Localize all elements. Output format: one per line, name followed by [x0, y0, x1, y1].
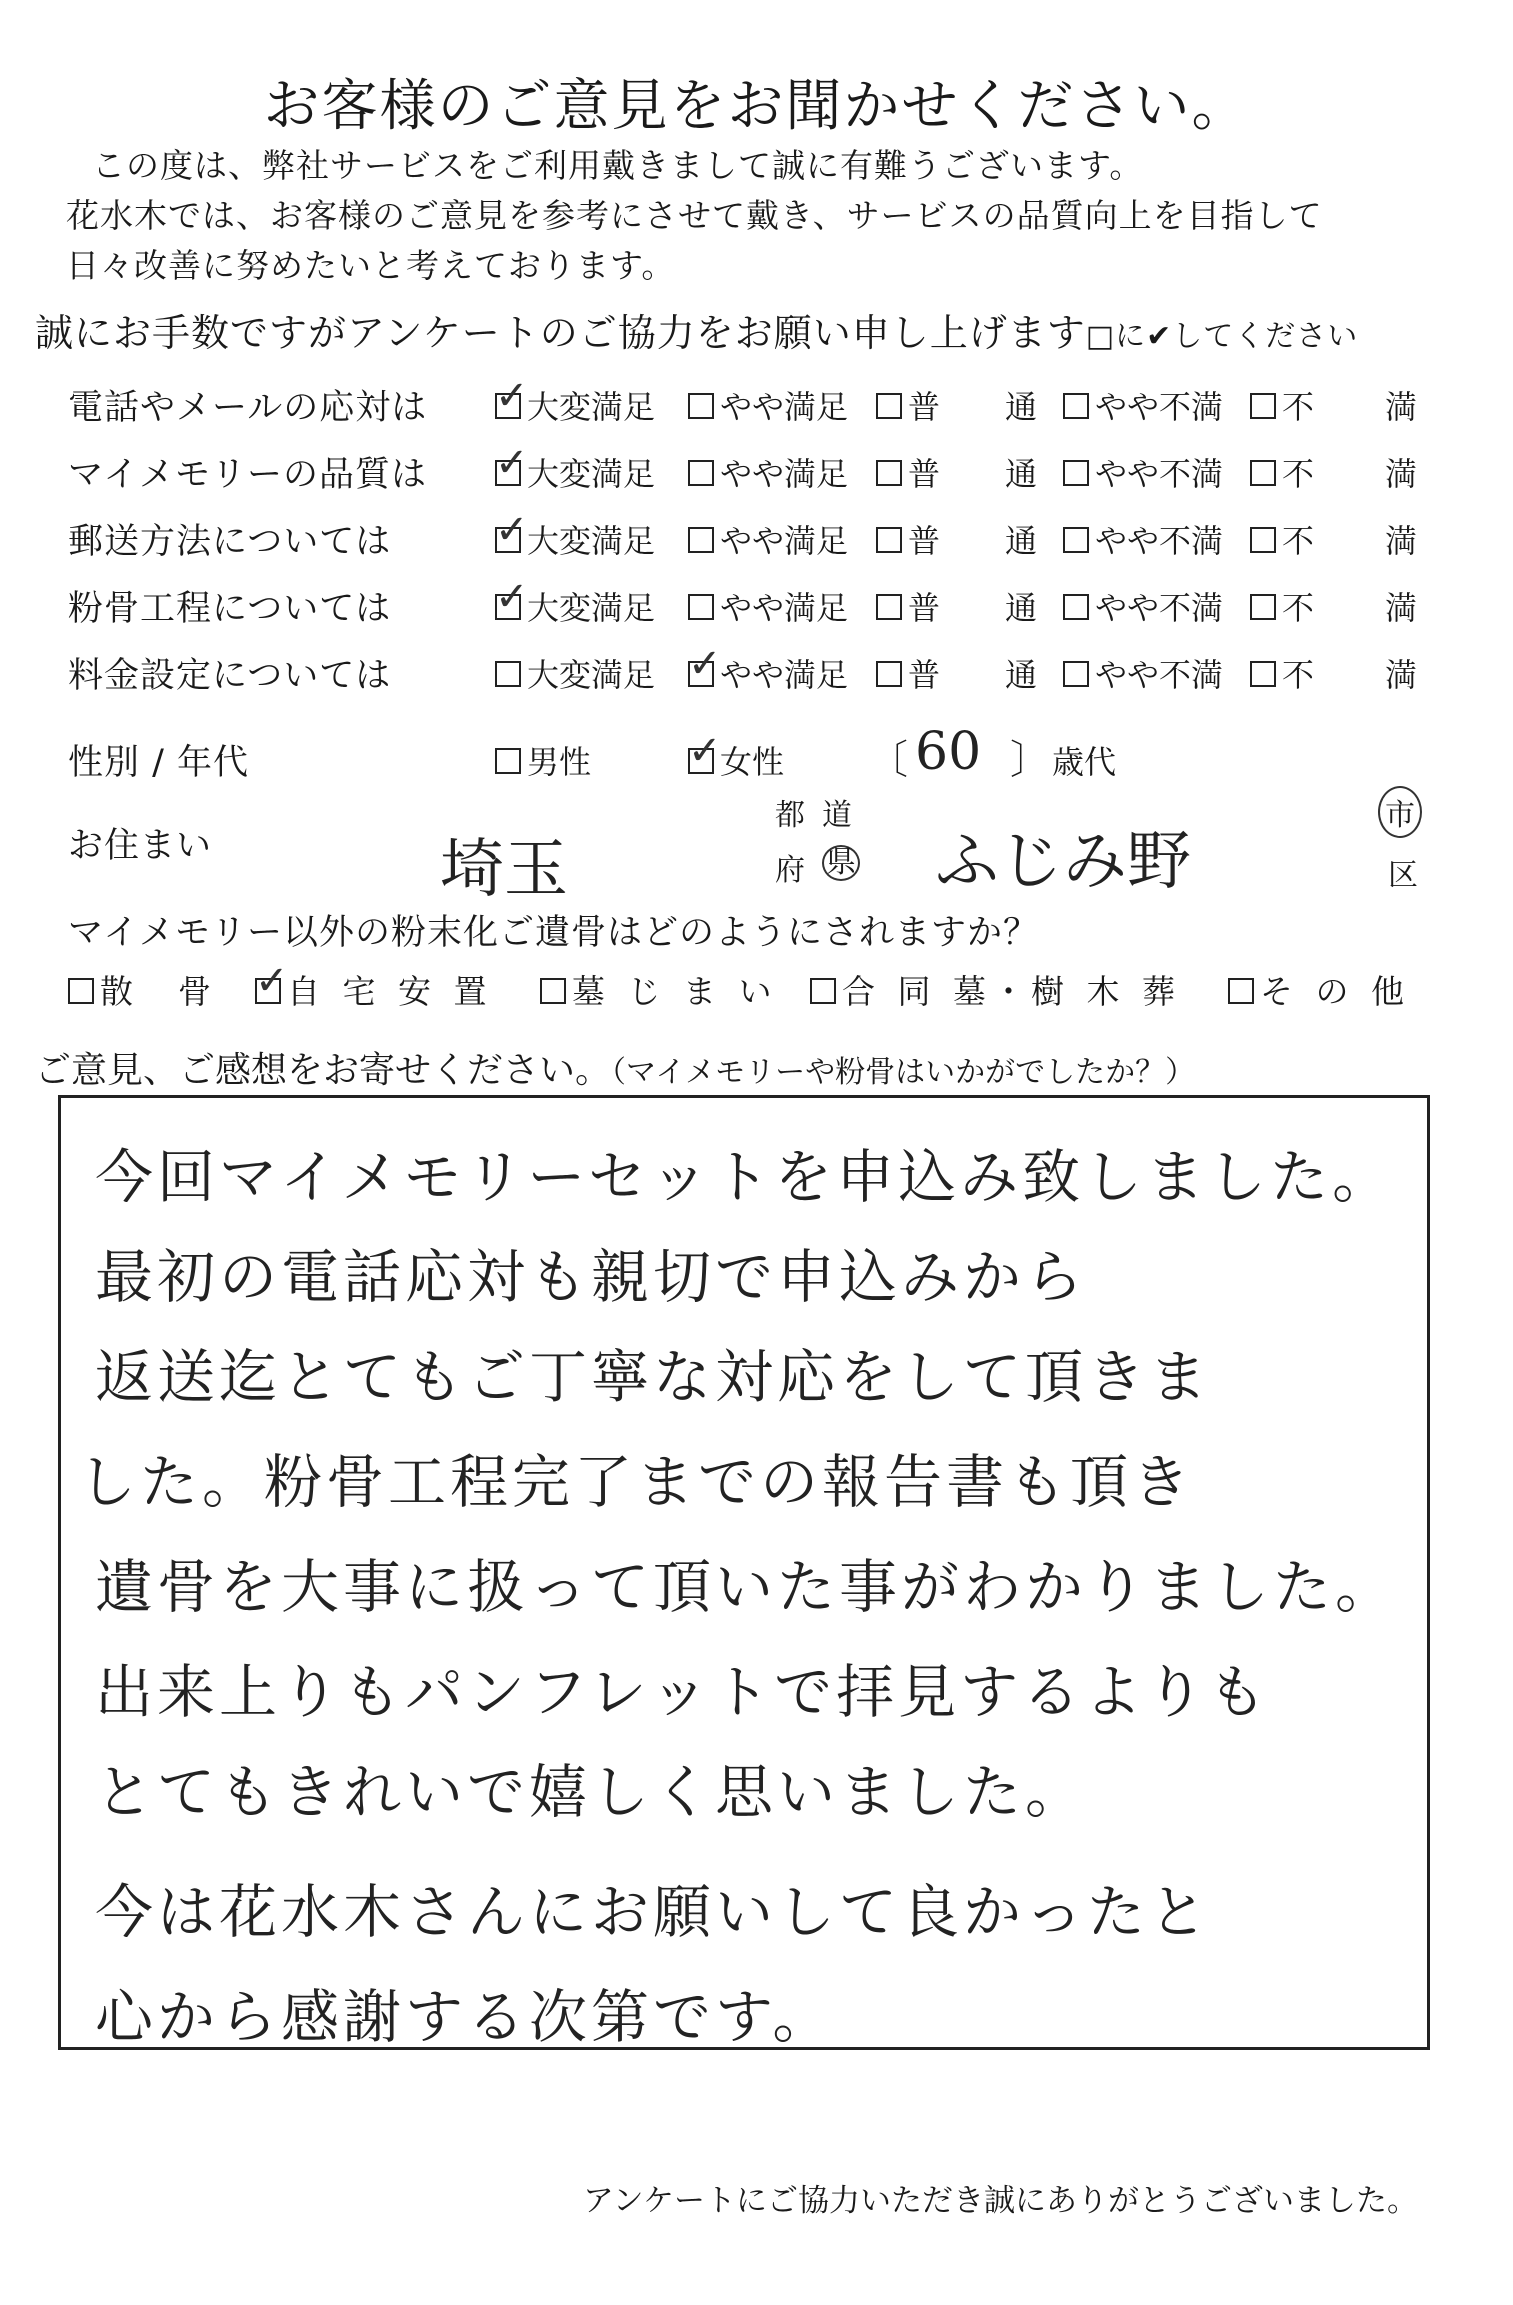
rating-checkbox[interactable]	[688, 661, 714, 687]
rating-option[interactable]	[876, 583, 940, 629]
rating-checkbox[interactable]	[688, 393, 714, 419]
rating-option	[1005, 382, 1037, 428]
comment-line: 今は花水木さんにお願いして良かったと	[95, 1878, 1212, 1946]
rating-option-label: やや満足	[720, 455, 849, 493]
remains-checkbox[interactable]	[1228, 978, 1254, 1004]
address-label: お住まい	[68, 826, 213, 866]
pref-type-to: 都	[775, 798, 805, 833]
rating-option	[1385, 382, 1417, 428]
rating-option-label: 不	[1282, 388, 1315, 426]
rating-checkbox[interactable]	[495, 460, 521, 486]
prompt-instruction-post: してください	[1172, 319, 1359, 354]
rating-option-label: 通	[1005, 522, 1038, 560]
rating-option-label: 通	[1005, 656, 1038, 694]
check-mark-icon: ✔	[1146, 319, 1173, 354]
comment-line: とてもきれいで嬉しく思いました。	[95, 1758, 1088, 1826]
rating-option-label: 満	[1385, 656, 1418, 694]
comment-line: 心から感謝する次第です。	[95, 1983, 835, 2051]
rating-option-label: 通	[1005, 388, 1038, 426]
rating-option-label: 満	[1385, 388, 1418, 426]
prompt-main: 誠にお手数ですがアンケートのご協力をお願い申し上げます	[35, 311, 1086, 355]
remains-option-label: そ の 他	[1260, 972, 1410, 1011]
rating-checkbox[interactable]	[1250, 661, 1276, 687]
rating-checkbox[interactable]	[876, 661, 902, 687]
option-female-label: 女性	[720, 743, 785, 781]
rating-option[interactable]	[495, 650, 655, 696]
checkbox-female[interactable]	[688, 748, 714, 774]
rating-checkbox[interactable]	[495, 527, 521, 553]
rating-option-label: 満	[1385, 455, 1418, 493]
rating-checkbox[interactable]	[1250, 594, 1276, 620]
rating-checkbox[interactable]	[1250, 527, 1276, 553]
remains-checkbox[interactable]	[810, 978, 836, 1004]
rating-checkbox[interactable]	[495, 594, 521, 620]
rating-option-label: 大変満足	[527, 522, 656, 560]
comment-line: 出来上りもパンフレットで拝見するよりも	[95, 1658, 1271, 1726]
remains-checkbox[interactable]	[68, 978, 94, 1004]
rating-option-label: 通	[1005, 589, 1038, 627]
option-male-label: 男性	[527, 743, 592, 781]
rating-option-label: 普	[908, 388, 941, 426]
pref-type-ken: 県	[822, 845, 860, 881]
remains-option[interactable]	[810, 966, 1181, 1013]
comment-line: 最初の電話応対も親切で申込みから	[95, 1243, 1088, 1311]
rating-option[interactable]	[1250, 516, 1314, 562]
city-value[interactable]: ふじみ野	[935, 825, 1191, 899]
rating-checkbox[interactable]	[876, 527, 902, 553]
rating-option-label: 大変満足	[527, 455, 656, 493]
remains-option[interactable]	[255, 966, 492, 1013]
rating-option[interactable]	[495, 516, 655, 562]
rating-option	[1385, 449, 1417, 495]
rating-option-label: 普	[908, 589, 941, 627]
age-suffix: 歳代	[1052, 743, 1117, 781]
rating-option-label: 大変満足	[527, 656, 656, 694]
rating-checkbox[interactable]	[876, 393, 902, 419]
rating-option-label: 満	[1385, 589, 1418, 627]
rating-checkbox[interactable]	[1063, 661, 1089, 687]
rating-option	[1005, 516, 1037, 562]
rating-option	[1005, 650, 1037, 696]
rating-option[interactable]	[1250, 650, 1314, 696]
rating-option[interactable]	[1063, 583, 1223, 629]
question-label: 粉骨工程については	[68, 589, 392, 629]
option-female[interactable]	[688, 737, 784, 783]
remains-option[interactable]	[540, 966, 777, 1013]
rating-option[interactable]	[876, 516, 940, 562]
age-bracket-close: 〕	[1010, 737, 1050, 783]
survey-prompt	[35, 302, 1358, 357]
remains-option[interactable]	[68, 966, 217, 1013]
rating-option[interactable]	[1063, 449, 1223, 495]
rating-option[interactable]	[1063, 382, 1223, 428]
rating-option[interactable]	[688, 650, 848, 696]
remains-option-label: 自 宅 安 置	[287, 972, 493, 1011]
rating-option-label: 不	[1282, 455, 1315, 493]
rating-option-label: 不	[1282, 589, 1315, 627]
rating-option[interactable]	[876, 650, 940, 696]
rating-option	[1005, 583, 1037, 629]
rating-option[interactable]	[495, 449, 655, 495]
remains-checkbox[interactable]	[540, 978, 566, 1004]
rating-option-label: やや不満	[1095, 455, 1224, 493]
rating-option-label: 普	[908, 522, 941, 560]
rating-option[interactable]	[1250, 449, 1314, 495]
comments-heading-note: （マイメモリーや粉骨はいかがでしたか？）	[611, 1055, 1196, 1090]
rating-option-label: やや不満	[1095, 656, 1224, 694]
age-bracket-open: 〔	[868, 737, 908, 783]
rating-option-label: やや不満	[1095, 388, 1224, 426]
city-type-shi: 市	[1378, 786, 1422, 838]
rating-option-label: やや満足	[720, 522, 849, 560]
other-remains-question: マイメモリー以外の粉末化ご遺骨はどのようにされますか？	[68, 913, 1039, 953]
intro-line-2: 花水木では、お客様のご意見を参考にさせて戴き、サービスの品質向上を目指して	[66, 196, 1323, 235]
rating-checkbox[interactable]	[688, 594, 714, 620]
pref-type-do: 道	[822, 798, 852, 833]
footer-thanks: アンケートにご協力いただき誠にありがとうございました。	[582, 2183, 1418, 2219]
rating-checkbox[interactable]	[876, 594, 902, 620]
rating-option-label: 大変満足	[527, 589, 656, 627]
comment-line: した。粉骨工程完了までの報告書も頂き	[78, 1448, 1195, 1516]
rating-option-label: 不	[1282, 656, 1315, 694]
rating-option-label: 普	[908, 656, 941, 694]
question-label: 料金設定については	[68, 656, 392, 696]
rating-checkbox[interactable]	[495, 661, 521, 687]
rating-option[interactable]	[1063, 516, 1223, 562]
comment-line: 返送迄とてもご丁寧な対応をして頂きま	[95, 1343, 1212, 1411]
option-male[interactable]	[495, 737, 591, 783]
rating-checkbox[interactable]	[1063, 527, 1089, 553]
intro-line-3: 日々改善に努めたいと考えております。	[66, 246, 676, 285]
rating-checkbox[interactable]	[1250, 460, 1276, 486]
remains-option-label: 墓 じ ま い	[572, 972, 778, 1011]
comment-line: 遺骨を大事に扱って頂いた事がわかりました。	[95, 1553, 1398, 1621]
rating-option[interactable]	[1250, 583, 1314, 629]
pref-type-fu: 府	[775, 853, 805, 888]
rating-checkbox[interactable]	[1063, 460, 1089, 486]
rating-option	[1005, 449, 1037, 495]
rating-option	[1385, 650, 1417, 696]
rating-checkbox[interactable]	[1250, 393, 1276, 419]
comments-heading	[35, 1042, 1195, 1093]
page-title: お客様のご意見をお聞かせください。	[263, 74, 1250, 139]
rating-option[interactable]	[688, 382, 848, 428]
prefecture-value[interactable]: 埼玉	[440, 833, 568, 907]
age-value[interactable]: 60	[915, 722, 982, 782]
rating-option[interactable]	[876, 449, 940, 495]
rating-checkbox[interactable]	[688, 527, 714, 553]
rating-option-label: やや不満	[1095, 589, 1224, 627]
rating-option[interactable]	[688, 516, 848, 562]
question-label: 電話やメールの応対は	[68, 388, 428, 428]
rating-option-label: やや満足	[720, 589, 849, 627]
intro-line-1: この度は、弊社サービスをご利用戴きまして誠に有難うございます。	[92, 146, 1144, 185]
question-label: 郵送方法については	[68, 522, 392, 562]
rating-option[interactable]	[688, 583, 848, 629]
rating-option-label: やや満足	[720, 656, 849, 694]
rating-option[interactable]	[1250, 382, 1314, 428]
rating-option	[1385, 583, 1417, 629]
rating-checkbox[interactable]	[876, 460, 902, 486]
remains-option[interactable]	[1228, 966, 1410, 1013]
city-type-ku: 区	[1388, 858, 1418, 893]
rating-option-label: 不	[1282, 522, 1315, 560]
remains-option-label: 合 同 墓・樹 木 葬	[842, 972, 1181, 1011]
rating-option-label: 大変満足	[527, 388, 656, 426]
rating-option-label: やや満足	[720, 388, 849, 426]
rating-option-label: 通	[1005, 455, 1038, 493]
rating-checkbox[interactable]	[495, 393, 521, 419]
rating-option[interactable]	[495, 382, 655, 428]
rating-option[interactable]	[876, 382, 940, 428]
remains-option-label: 散 骨	[100, 972, 217, 1011]
prompt-instruction-pre: □に	[1085, 319, 1147, 354]
remains-checkbox[interactable]	[255, 978, 281, 1004]
rating-checkbox[interactable]	[688, 460, 714, 486]
rating-option-label: 普	[908, 455, 941, 493]
rating-option[interactable]	[688, 449, 848, 495]
rating-option	[1385, 516, 1417, 562]
rating-checkbox[interactable]	[1063, 393, 1089, 419]
rating-checkbox[interactable]	[1063, 594, 1089, 620]
rating-option[interactable]	[495, 583, 655, 629]
comments-heading-main: ご意見、ご感想をお寄せください。	[35, 1050, 612, 1091]
rating-option-label: 満	[1385, 522, 1418, 560]
rating-option-label: やや不満	[1095, 522, 1224, 560]
comment-line: 今回マイメモリーセットを申込み致しました。	[95, 1143, 1395, 1211]
gender-age-label: 性別 / 年代	[68, 743, 250, 783]
question-label: マイメモリーの品質は	[68, 455, 427, 495]
rating-option[interactable]	[1063, 650, 1223, 696]
checkbox-male[interactable]	[495, 748, 521, 774]
